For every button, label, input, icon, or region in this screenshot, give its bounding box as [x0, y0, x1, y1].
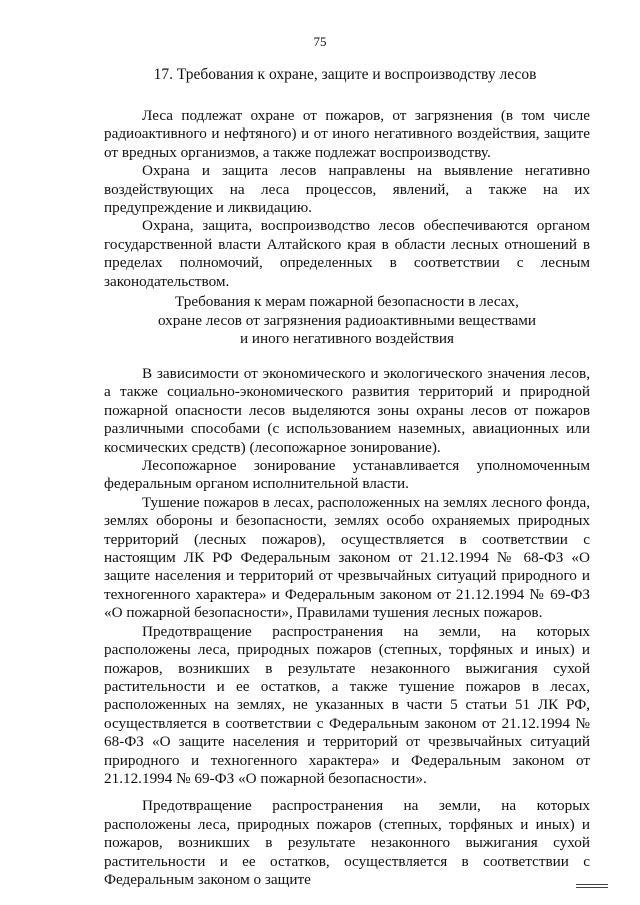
body-paragraph-1: В зависимости от экономического и экологического значения лесов, а также социально-экономического развития территорий и природной пожарной опасности лесов выделяются зоны охраны лесов от пожаров различными способами (с использованием наземных, авиационных или космических средств) (лесопожарное зонирование). [104, 365, 590, 456]
body-paragraph-2: Лесопожарное зонирование устанавливается уполномоченным федеральным органом исполнительной власти. [104, 457, 590, 493]
intro-paragraph-3: Охрана, защита, воспроизводство лесов обеспечиваются органом государственной власти Алтайского края в области лесных отношений в пределах полномочий, определенных в соответствии с лесным законодательством. [104, 217, 590, 290]
body-section [104, 365, 590, 889]
intro-paragraph-2: Охрана и защита лесов направлены на выявление негативно воздействующих на леса процессов, явлений, а также на их предупреждение и ликвидацию. [104, 162, 590, 217]
subsection-title-line-2: охране лесов от загрязнения радиоактивными веществами [157, 311, 537, 329]
body-paragraph-4: Предотвращение распространения на земли, на которых расположены леса, природных пожаров (степных, торфяных и иных) и пожаров, возникших в результате незаконного выжигания сухой растительности и ее остатков, а также тушение пожаров в лесах, расположенных на землях, не указанных в части 5 статьи 51 ЛК РФ, осуществляется в соответствии с Федеральным законом от 21.12.1994 № 68-ФЗ «О защите населения и территорий от чрезвычайных ситуаций природного и техногенного характера» и Федеральным законом от 21.12.1994 № 69-ФЗ «О пожарной безопасности». [104, 622, 590, 787]
body-paragraph-3: Тушение пожаров в лесах, расположенных на землях лесного фонда, землях обороны и безопасности, землях особо охраняемых природных территорий (лесных пожаров), осуществляется в соответствии с настоящим ЛК РФ Федеральным законом от 21.12.1994 № 68-ФЗ «О защите населения и территорий от чрезвычайных ситуаций природного и техногенного характера» и Федеральным законом от 21.12.1994 № 69-ФЗ «О пожарной безопасности», Правилами тушения лесных пожаров. [104, 493, 590, 622]
section-title: 17. Требования к охране, защите и воспроизводству лесов [153, 66, 537, 83]
intro-section [104, 107, 590, 291]
page-number: 75 [313, 34, 327, 49]
body-paragraph-5: Предотвращение распространения на земли, на которых расположены леса, природных пожаров (степных, торфяных и иных) и пожаров, возникших в результате незаконного выжигания сухой растительности и ее остатков, осуществляется в соответствии с Федеральным законом о защите [104, 797, 590, 888]
subsection-title-line-3: и иного негативного воздействия [239, 330, 454, 348]
subsection-title [104, 293, 590, 349]
subsection-title-line-1: Требования к мерам пожарной безопасности в лесах, [175, 293, 519, 310]
intro-paragraph-1: Леса подлежат охране от пожаров, от загрязнения (в том числе радиоактивного и нефтяного) и от иного негативного воздействия, защите от вредных организмов, а также подлежат воспроизводству. [104, 107, 590, 161]
footer-signature-mark [576, 884, 608, 894]
